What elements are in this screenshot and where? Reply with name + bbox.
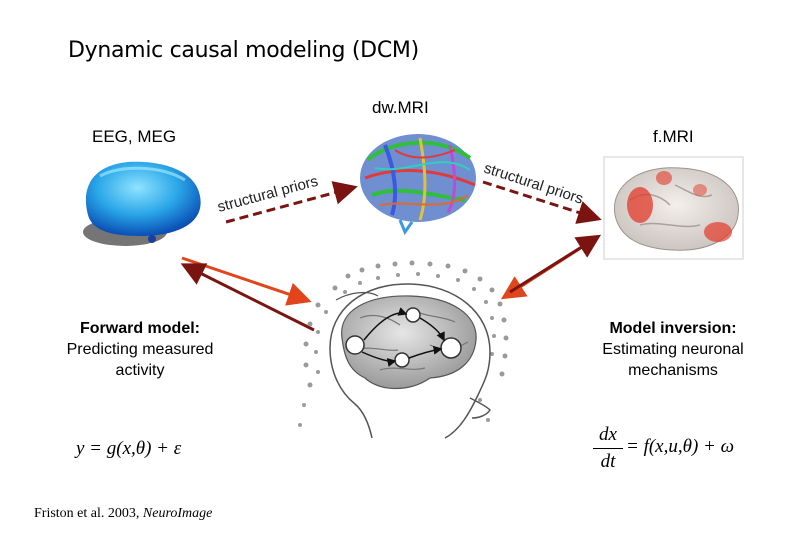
forward-model-equation: y = g(x,θ) + ε <box>76 438 182 459</box>
citation <box>34 506 212 522</box>
derivative-numerator: dx <box>599 424 617 445</box>
eeg-meg-label: EEG, MEG <box>92 127 177 146</box>
fmri-label: f.MRI <box>653 127 694 146</box>
model-inversion-equation-rhs: = f(x,u,θ) + ω <box>626 436 735 457</box>
fmri-brain-image <box>604 157 743 259</box>
forward-model-heading: Forward model: <box>79 320 200 337</box>
derivative-fraction <box>593 424 623 473</box>
model-inversion-line1: Estimating neuronal <box>602 341 744 358</box>
network-node-2 <box>406 308 420 322</box>
network-node-1 <box>346 336 364 354</box>
network-node-4 <box>395 353 409 367</box>
dwmri-label: dw.MRI <box>372 98 429 117</box>
model-inversion-block <box>568 318 778 381</box>
structural-priors-right <box>482 160 596 218</box>
structural-priors-right-text: structural priors <box>481 159 586 208</box>
structural-priors-left-text: structural priors <box>215 172 320 216</box>
derivative-denominator: dt <box>600 451 616 472</box>
citation-journal: NeuroImage <box>142 506 213 521</box>
fraction-bar <box>593 448 623 449</box>
page-title: Dynamic causal modeling (DCM) <box>68 38 419 63</box>
citation-authors: Friston et al. 2003, <box>34 506 140 521</box>
model-inversion-arrow-darkred <box>510 238 596 292</box>
forward-model-line2: activity <box>115 362 165 379</box>
network-node-3 <box>441 338 461 358</box>
structural-priors-left <box>216 173 352 222</box>
eeg-meg-head-image <box>83 162 201 246</box>
head-sensor-array-image <box>298 261 509 439</box>
dwmri-tractography-image <box>360 134 476 232</box>
forward-model-block <box>40 318 240 381</box>
model-inversion-line2: mechanisms <box>628 362 718 379</box>
forward-model-line1: Predicting measured <box>66 341 214 358</box>
model-inversion-heading: Model inversion: <box>609 320 737 337</box>
